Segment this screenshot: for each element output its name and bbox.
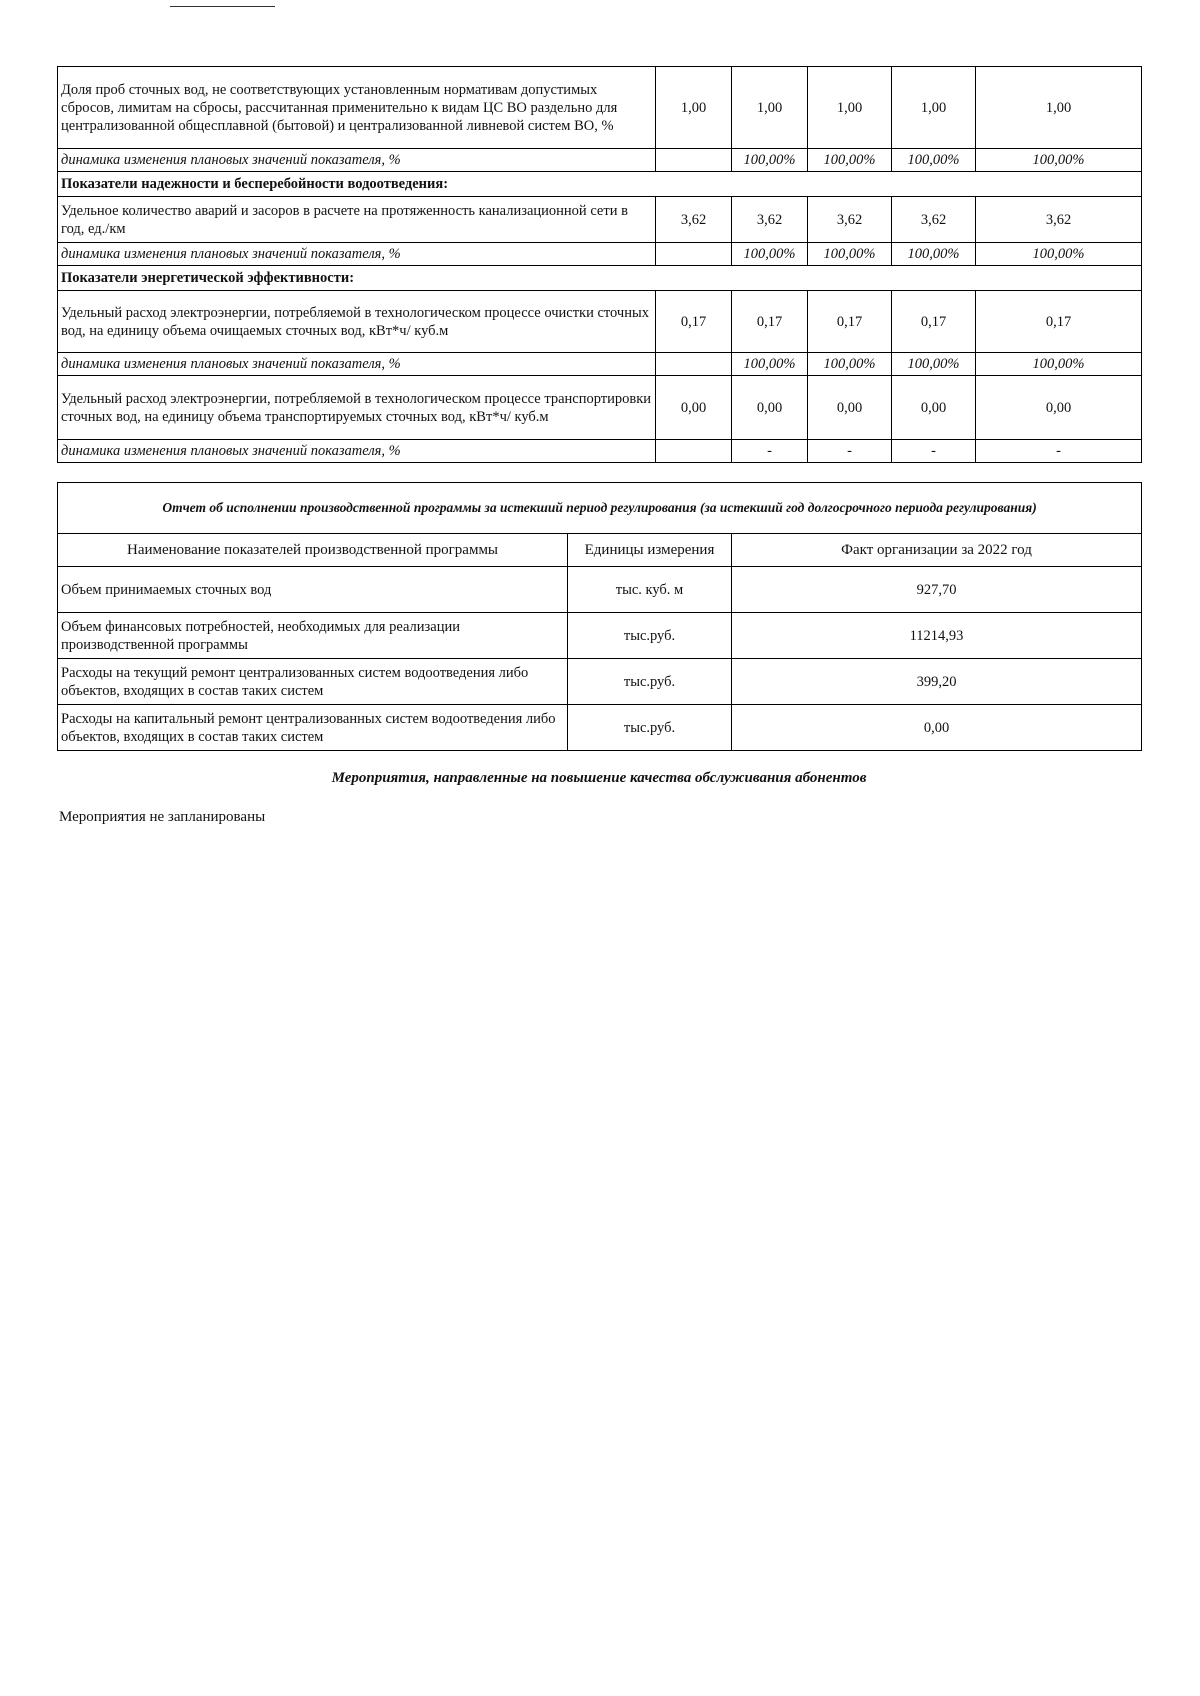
header-fact: Факт организации за 2022 год [732, 534, 1142, 567]
indicator-value: 0,00 [656, 376, 732, 440]
indicator-value: 3,62 [976, 197, 1142, 243]
indicator-label: Удельное количество аварий и засоров в расчете на протяженность канализационной сети в год, ед./км [58, 197, 656, 243]
section-heading: Показатели надежности и бесперебойности водоотведения: [58, 172, 1142, 197]
indicator-value: 3,62 [892, 197, 976, 243]
header-unit: Единицы измерения [568, 534, 732, 567]
indicator-label: Удельный расход электроэнергии, потребляемой в технологическом процессе транспортировки сточных вод, на единицу объема транспортируемых сточных вод, кВт*ч/ куб.м [58, 376, 656, 440]
report-row-fact: 11214,93 [732, 613, 1142, 659]
dynamics-value: 100,00% [732, 149, 808, 172]
dynamics-label: динамика изменения плановых значений показателя, % [58, 353, 656, 376]
dynamics-value [656, 353, 732, 376]
indicator-value: 3,62 [808, 197, 892, 243]
indicator-row [58, 67, 1142, 149]
report-row-fact: 0,00 [732, 705, 1142, 751]
dynamics-label: динамика изменения плановых значений показателя, % [58, 149, 656, 172]
dynamics-value: - [732, 440, 808, 463]
dynamics-value: 100,00% [976, 243, 1142, 266]
report-row-name: Объем принимаемых сточных вод [58, 567, 568, 613]
dynamics-label: динамика изменения плановых значений показателя, % [58, 440, 656, 463]
indicator-value: 0,17 [808, 291, 892, 353]
indicator-value: 0,17 [892, 291, 976, 353]
indicator-value: 1,00 [976, 67, 1142, 149]
dynamics-row [58, 243, 1142, 266]
indicator-label: Доля проб сточных вод, не соответствующих установленным нормативам допустимых сбросов, лимитам на сбросы, рассчитанная применительно к видам ЦС ВО раздельно для централизованной общесплавной (бытовой) и централизованной ливневой систем ВО, % [58, 67, 656, 149]
indicator-value: 0,00 [892, 376, 976, 440]
indicator-value: 0,17 [976, 291, 1142, 353]
dynamics-value: - [892, 440, 976, 463]
indicator-value: 3,62 [656, 197, 732, 243]
dynamics-value: 100,00% [976, 149, 1142, 172]
report-title: Отчет об исполнении производственной программы за истекший период регулирования (за истекший год долгосрочного периода регулирования) [58, 483, 1142, 534]
indicator-row [58, 291, 1142, 353]
dynamics-value: 100,00% [892, 353, 976, 376]
report-row-unit: тыс.руб. [568, 613, 732, 659]
dynamics-value [656, 149, 732, 172]
dynamics-value: 100,00% [892, 149, 976, 172]
indicator-value: 1,00 [892, 67, 976, 149]
indicators-table [57, 66, 1142, 463]
report-row [58, 567, 1142, 613]
indicator-value: 1,00 [656, 67, 732, 149]
section-row [58, 172, 1142, 197]
report-row-fact: 399,20 [732, 659, 1142, 705]
dynamics-row [58, 440, 1142, 463]
report-row-unit: тыс. куб. м [568, 567, 732, 613]
dynamics-value: 100,00% [732, 353, 808, 376]
dynamics-value [656, 440, 732, 463]
top-rule [170, 6, 275, 7]
indicator-value: 0,00 [732, 376, 808, 440]
indicator-value: 0,00 [976, 376, 1142, 440]
indicator-value: 3,62 [732, 197, 808, 243]
report-row [58, 659, 1142, 705]
report-row [58, 705, 1142, 751]
report-row [58, 613, 1142, 659]
events-text: Мероприятия не запланированы [59, 809, 266, 825]
indicator-row [58, 197, 1142, 243]
report-row-unit: тыс.руб. [568, 705, 732, 751]
header-indicator-name: Наименование показателей производственной программы [58, 534, 568, 567]
report-row-fact: 927,70 [732, 567, 1142, 613]
report-row-name: Объем финансовых потребностей, необходимых для реализации производственной программы [58, 613, 568, 659]
report-title-row [58, 483, 1142, 534]
dynamics-label: динамика изменения плановых значений показателя, % [58, 243, 656, 266]
dynamics-value: 100,00% [808, 353, 892, 376]
indicator-value: 0,17 [732, 291, 808, 353]
dynamics-value: - [976, 440, 1142, 463]
report-row-unit: тыс.руб. [568, 659, 732, 705]
events-title: Мероприятия, направленные на повышение качества обслуживания абонентов [331, 770, 867, 786]
dynamics-value: 100,00% [976, 353, 1142, 376]
indicator-row [58, 376, 1142, 440]
section-heading: Показатели энергетической эффективности: [58, 266, 1142, 291]
report-table [57, 482, 1142, 751]
dynamics-value: 100,00% [892, 243, 976, 266]
dynamics-value [656, 243, 732, 266]
dynamics-value: 100,00% [808, 149, 892, 172]
indicator-value: 1,00 [732, 67, 808, 149]
indicator-value: 0,17 [656, 291, 732, 353]
indicator-label: Удельный расход электроэнергии, потребляемой в технологическом процессе очистки сточных вод, на единицу объема очищаемых сточных вод, кВт*ч/ куб.м [58, 291, 656, 353]
dynamics-value: 100,00% [808, 243, 892, 266]
section-row [58, 266, 1142, 291]
dynamics-row [58, 149, 1142, 172]
report-row-name: Расходы на текущий ремонт централизованных систем водоотведения либо объектов, входящих в состав таких систем [58, 659, 568, 705]
report-header-row [58, 534, 1142, 567]
dynamics-row [58, 353, 1142, 376]
report-row-name: Расходы на капитальный ремонт централизованных систем водоотведения либо объектов, входящих в состав таких систем [58, 705, 568, 751]
dynamics-value: - [808, 440, 892, 463]
indicator-value: 1,00 [808, 67, 892, 149]
dynamics-value: 100,00% [732, 243, 808, 266]
indicator-value: 0,00 [808, 376, 892, 440]
